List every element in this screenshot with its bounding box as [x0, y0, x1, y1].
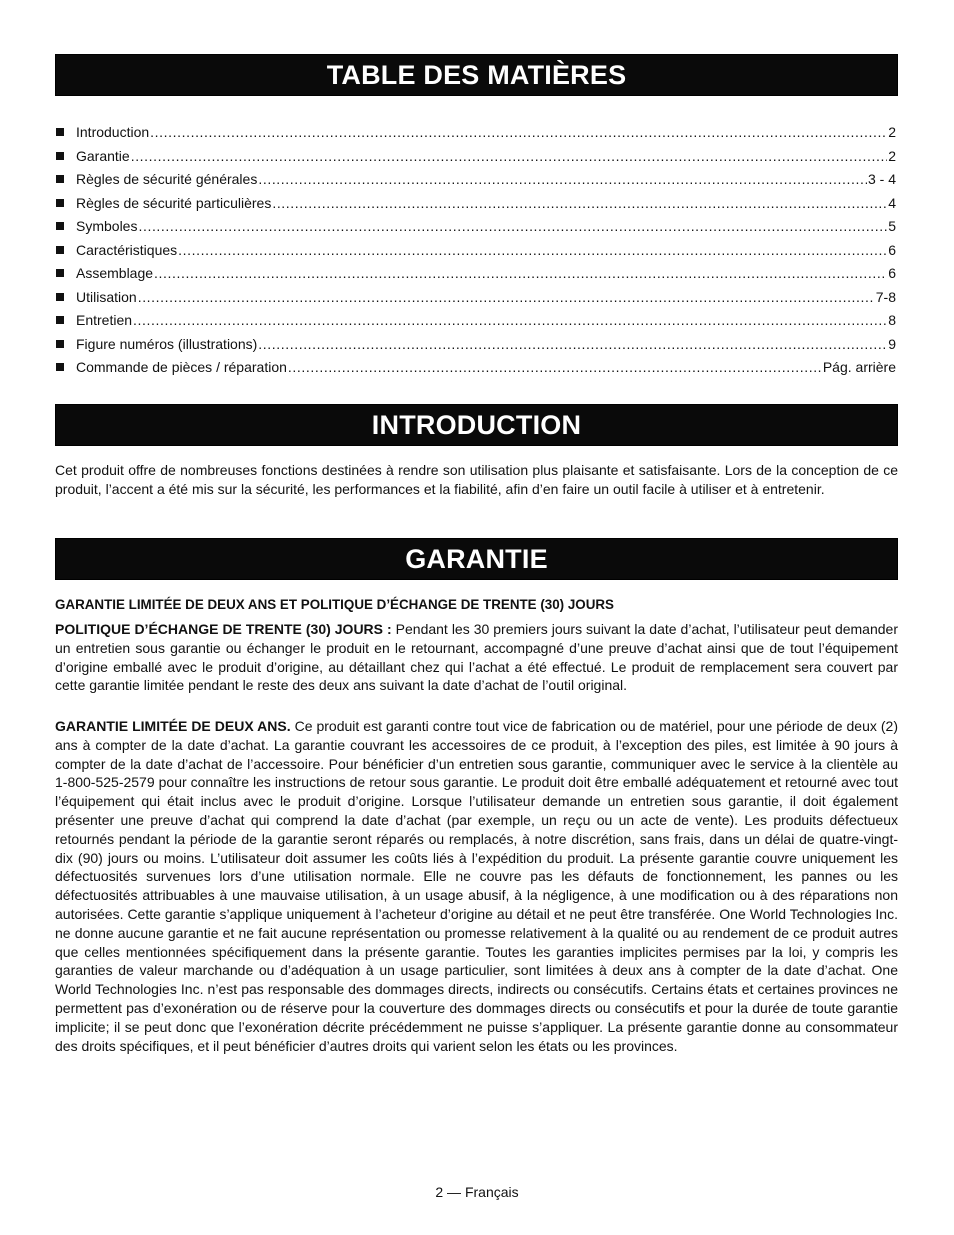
toc-item-label: Entretien — [76, 312, 133, 328]
toc-item-label: Règles de sécurité particulières — [76, 194, 272, 211]
dot-leader — [150, 121, 887, 145]
limited-warranty-lead: GARANTIE LIMITÉE DE DEUX ANS. — [55, 718, 291, 734]
exchange-policy-text: Pendant les 30 premiers jours suivant la date d’achat, l’utilisateur peut demander un entretien sous garantie ou échanger le produit en le retournant, accompagné d’une preuve d’achat ainsi que de tout l’équipement d’origine emballé avec le produit d’origine, au détaillant chez qui l’achat a été effectué. Le produit de remplacement sera couvert par cette garantie limitée pendant le reste des deux ans suivant la date d’achat de l’outil original. — [55, 621, 898, 694]
dot-leader — [131, 145, 888, 169]
toc-item-page: 7-8 — [875, 288, 896, 305]
toc-item-label: Introduction — [76, 124, 150, 140]
introduction-text: Cet produit offre de nombreuses fonctions destinées à rendre son utilisation plus plaisante et satisfaisante. Lors de la conception de ce produit, l’accent a été mis sur la sécurité, les performances et la fiabilité, afin d’en faire un outil facile à utiliser et à entretenir. — [55, 462, 898, 497]
dot-leader — [138, 286, 875, 310]
toc-item-page: 3 - 4 — [867, 171, 896, 187]
square-bullet-icon — [56, 363, 64, 371]
exchange-policy-paragraph — [55, 620, 898, 695]
toc-item-label: Garantie — [76, 147, 130, 164]
square-bullet-icon — [56, 269, 64, 277]
garantie-title: GARANTIE — [405, 543, 548, 574]
dot-leader — [178, 239, 887, 263]
toc-item — [56, 309, 896, 333]
limited-warranty-paragraph — [55, 717, 898, 1055]
toc-item — [56, 215, 896, 239]
dot-leader — [288, 356, 822, 380]
square-bullet-icon — [56, 175, 64, 183]
toc-item-page: 9 — [888, 335, 896, 352]
limited-warranty-text: Ce produit est garanti contre tout vice de fabrication ou de matériel, pour une période de deux (2) ans à compter de la date d’achat. La garantie couvrant les accessoires de ce produit, à l’exception des piles, est limitée à 90 jours à compter de la date d’achat de l’accessoire. Pour bénéficier d’un entretien sous garantie, communiquer avec le service à la clientèle au 1-800-525-2579 pour connaître les instructions de retour sous garantie. Le produit doit être emballé adéquatement et retourné avec tout l’équipement qui était inclus avec le produit d’origine. Lorsque l’utilisateur demande un entretien sous garantie, il doit également présenter une preuve d’achat qui comprend la date d’achat (par exemple, un reçu ou un acte de vente). Les produits défectueux retournés pendant la période de la garantie seront réparés ou remplacés, à notre discrétion, sans frais, dans un délai de quatre-vingt-dix (90) jours ou moins. L’utilisateur doit assumer les coûts liés à l’expédition du produit. La présente garantie couvre uniquement les défectuosités survenues lors d’une utilisation normale. Elle ne couvre pas les défauts de fonctionnement, les pannes ou les défectuosités attribuables à une mauvaise utilisation, à un usage abusif, à la négligence, à une modification ou à des réparations non autorisées. Cette garantie s’applique uniquement à l’acheteur d’origine au détail et ne peut être transférée. One World Technologies Inc. ne donne aucune garantie et ne fait aucune représentation ou promesse relativement à la qualité ou au rendement de ce produit autres que celles mentionnées spécifiquement dans la présente garantie. Toutes les garanties implicites permises par la loi, y compris les garanties de valeur marchande ou d’adéquation à un usage particulier, sont limitées à deux ans à compter de la date d’achat. One World Technologies Inc. n’est pas responsable des dommages directs, indirects ou consécutifs. Certains états et certaines provinces ne permettent pas d’exonération ou de réserve pour la couverture des dommages directs ou consécutifs et pour la durée de toute garantie implicite; il se peut donc que l’exonération décrite précédemment ne puisse s’appliquer. La présente garantie donne au consommateur des droits spécifiques, et il peut bénéficier d’autres droits qui varient selon les états ou les provinces. — [55, 718, 898, 1054]
toc-item — [56, 192, 896, 216]
toc-item-page: 6 — [888, 241, 896, 258]
toc-item-label: Figure numéros (illustrations) — [76, 335, 258, 352]
table-of-contents — [56, 121, 896, 380]
toc-item-label: Règles de sécurité générales — [76, 171, 258, 187]
toc-title: TABLE DES MATIÈRES — [326, 59, 627, 90]
toc-item-label: Symboles — [76, 218, 138, 234]
exchange-policy-lead: POLITIQUE D’ÉCHANGE DE TRENTE (30) JOURS : — [55, 621, 392, 637]
toc-item-label: Caractéristiques — [76, 241, 178, 258]
toc-item — [56, 145, 896, 169]
toc-item-page: 4 — [888, 194, 896, 211]
square-bullet-icon — [56, 152, 64, 160]
square-bullet-icon — [56, 316, 64, 324]
square-bullet-icon — [56, 128, 64, 136]
square-bullet-icon — [56, 293, 64, 301]
toc-item — [56, 262, 896, 286]
toc-item-page: 6 — [888, 265, 896, 281]
square-bullet-icon — [56, 222, 64, 230]
toc-item-label: Utilisation — [76, 288, 137, 305]
dot-leader — [133, 309, 887, 333]
toc-banner — [55, 54, 898, 96]
toc-item — [56, 239, 896, 263]
square-bullet-icon — [56, 199, 64, 207]
garantie-heading: GARANTIE LIMITÉE DE DEUX ANS ET POLITIQUE D’ÉCHANGE DE TRENTE (30) JOURS — [55, 597, 614, 612]
toc-item-page: 5 — [888, 218, 896, 234]
toc-item — [56, 286, 896, 310]
garantie-banner — [55, 538, 898, 580]
toc-item-label: Commande de pièces / réparation — [76, 359, 287, 375]
dot-leader — [258, 333, 887, 357]
dot-leader — [138, 215, 887, 239]
toc-item-page: 2 — [888, 147, 896, 164]
square-bullet-icon — [56, 340, 64, 348]
introduction-banner — [55, 404, 898, 446]
toc-item — [56, 168, 896, 192]
toc-item-page: 2 — [888, 124, 896, 140]
introduction-title: INTRODUCTION — [371, 409, 582, 440]
dot-leader — [154, 262, 887, 286]
page-footer: 2 — Français — [435, 1184, 519, 1200]
toc-item — [56, 333, 896, 357]
toc-item-page: Pág. arrière — [822, 359, 896, 375]
toc-item-page: 8 — [888, 312, 896, 328]
dot-leader — [272, 192, 887, 216]
dot-leader — [258, 168, 867, 192]
toc-item-label: Assemblage — [76, 265, 154, 281]
toc-item — [56, 356, 896, 380]
square-bullet-icon — [56, 246, 64, 254]
toc-item — [56, 121, 896, 145]
